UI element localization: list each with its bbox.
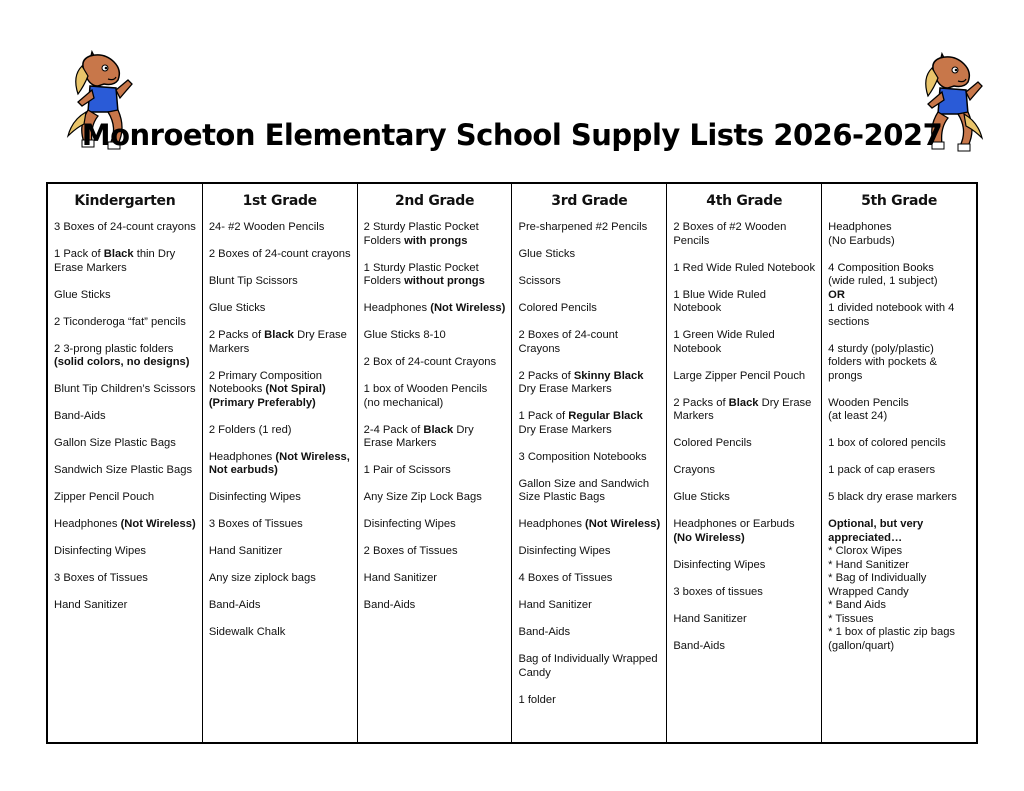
supply-item-text: Gallon Size and Sandwich Size Plastic Bags <box>518 477 650 503</box>
supply-item-text: Dry Erase Markers <box>518 383 612 395</box>
supply-item <box>54 572 196 586</box>
supply-item-text: 1 Pack of <box>54 248 104 260</box>
supply-item-text: (wide ruled, 1 subject) <box>828 275 938 287</box>
supply-item-text: Black <box>728 396 759 409</box>
supply-item-text: 1 box of colored pencils <box>828 437 946 449</box>
supply-item-text: Zipper Pencil Pouch <box>54 491 155 503</box>
supply-item-text: 2-4 Pack of <box>363 423 424 436</box>
supply-item <box>673 613 815 627</box>
supply-item-text: 2 Packs of <box>673 396 729 409</box>
supply-item <box>209 302 351 316</box>
supply-item-text: Glue Sticks <box>208 302 266 314</box>
supply-item <box>209 599 351 613</box>
supply-item-text: 2 Packs of <box>208 329 265 341</box>
supply-item <box>518 410 660 437</box>
supply-item-text: Hand Sanitizer <box>208 545 283 557</box>
supply-item-text: Sidewalk Chalk <box>208 626 286 638</box>
supply-item <box>518 545 660 559</box>
supply-item-text: 4 Composition Books <box>828 261 934 274</box>
supply-item-text: (No Wireless) <box>673 531 745 544</box>
supply-item-text: Dry Erase Markers <box>673 396 812 422</box>
supply-item <box>673 491 815 505</box>
supply-item-text: Disinfecting Wipes <box>673 558 766 571</box>
supply-item-text: (Not Wireless) <box>120 518 196 530</box>
supply-item-text: Gallon Size Plastic Bags <box>54 437 176 449</box>
supply-item-text: Headphones <box>828 221 892 233</box>
supply-item-text: without prongs <box>404 275 485 287</box>
supply-item-text: Headphones <box>54 518 121 530</box>
supply-item <box>209 275 351 289</box>
supply-item-text: 3 Boxes of 24-count crayons <box>54 221 196 233</box>
supply-item-text: Any size ziplock bags <box>208 572 316 584</box>
supply-item <box>54 518 196 532</box>
supply-item-text: Crayons <box>673 464 715 476</box>
supply-item <box>54 464 196 478</box>
supply-item-text: Glue Sticks <box>518 248 576 260</box>
supply-item-text: 3 Boxes of Tissues <box>54 572 148 584</box>
supply-item <box>518 370 660 397</box>
supply-item-text: Dry Erase Markers <box>363 423 474 449</box>
supply-item-text: Disinfecting Wipes <box>363 518 456 530</box>
grade-column <box>48 184 203 742</box>
supply-item <box>518 694 660 708</box>
supply-item <box>828 221 970 248</box>
supply-item-text: Blunt Tip Children’s Scissors <box>54 383 196 395</box>
supply-item-text: 2 3-prong plastic folders <box>54 342 174 355</box>
supply-item <box>364 545 506 559</box>
supply-item-text: 2 Boxes of 24-count crayons <box>208 248 351 260</box>
supply-item-text: Band-Aids <box>518 626 571 638</box>
supply-list-table <box>46 182 978 744</box>
supply-item <box>364 302 506 316</box>
supply-item <box>209 329 351 356</box>
supply-item <box>673 262 815 276</box>
supply-item-text: Glue Sticks <box>54 288 111 301</box>
grade-column <box>822 184 976 742</box>
supply-item-text: Bag of Individually Wrapped Candy <box>518 653 658 679</box>
supply-item-text: Disinfecting Wipes <box>208 491 301 503</box>
page-title: Monroeton Elementary School Supply Lists 2026-2027 <box>81 118 943 152</box>
supply-item-text: 1 Pack of <box>518 410 569 422</box>
supply-item-text: 5 black dry erase markers <box>828 491 957 503</box>
supply-item <box>364 424 506 451</box>
supply-item <box>673 464 815 478</box>
supply-item <box>209 491 351 505</box>
supply-item-text: 2 Packs of <box>518 369 574 382</box>
supply-item <box>673 329 815 356</box>
supply-item <box>518 221 660 235</box>
grade-heading: 4th Grade <box>706 193 783 209</box>
supply-item-text: 2 Sturdy Plastic Pocket Folders <box>363 221 479 247</box>
supply-item-text: Blunt Tip Scissors <box>208 275 298 287</box>
supply-item-text: Sandwich Size Plastic Bags <box>54 464 193 476</box>
supply-item-text: Headphones <box>208 450 276 463</box>
supply-item-text: Band-Aids <box>54 410 106 422</box>
supply-item <box>518 451 660 465</box>
supply-item-text: Wooden Pencils <box>828 396 909 409</box>
supply-item-text: (at least 24) <box>828 410 888 422</box>
supply-item <box>364 518 506 532</box>
supply-item <box>673 586 815 600</box>
supply-item-text: Headphones or Earbuds <box>673 518 795 530</box>
supply-item <box>518 518 660 532</box>
supply-item-text: Pre-sharpened #2 Pencils <box>518 221 648 233</box>
supply-item <box>54 410 196 424</box>
supply-item-text: (Not Wireless) <box>585 518 661 530</box>
supply-item-text: 3 Boxes of Tissues <box>208 518 303 530</box>
supply-item-text: 1 divided notebook with 4 sections <box>828 302 955 328</box>
supply-item <box>54 383 196 397</box>
grade-heading: 1st Grade <box>242 193 317 209</box>
supply-item-text: 1 Blue Wide Ruled Notebook <box>673 288 766 314</box>
grade-column <box>203 184 358 742</box>
supply-item <box>54 248 196 275</box>
supply-item <box>54 221 196 235</box>
supply-item-text: 1 pack of cap erasers <box>828 464 936 476</box>
supply-item <box>209 248 351 262</box>
supply-item <box>518 572 660 586</box>
supply-item <box>828 397 970 424</box>
supply-item-text: Dry Erase Markers <box>518 423 612 436</box>
supply-item-text: * Tissues <box>828 612 874 625</box>
supply-item-text: Hand Sanitizer <box>518 599 592 611</box>
supply-item <box>209 370 351 411</box>
grade-column <box>667 184 822 742</box>
supply-item-text: Black <box>264 329 295 341</box>
supply-item <box>828 464 970 478</box>
supply-item-text: 2 Folders (1 red) <box>208 423 292 436</box>
supply-item-text: 1 Green Wide Ruled Notebook <box>673 329 775 355</box>
supply-item <box>54 437 196 451</box>
supply-item-text: Band-Aids <box>208 599 261 611</box>
supply-item-text: OR <box>828 288 845 301</box>
supply-item <box>364 221 506 248</box>
supply-item-text: Hand Sanitizer <box>54 599 128 611</box>
supply-item-text: Headphones <box>518 518 586 530</box>
supply-item <box>209 518 351 532</box>
supply-item <box>54 343 196 370</box>
supply-item-text: Dry Erase Markers <box>208 329 347 355</box>
supply-item-text: 1 Pair of Scissors <box>363 464 451 476</box>
supply-item <box>828 518 970 653</box>
supply-item-text: 4 Boxes of Tissues <box>518 572 613 584</box>
supply-item-text: (No Earbuds) <box>828 234 895 247</box>
supply-item-text: Hand Sanitizer <box>673 612 747 625</box>
supply-item <box>54 289 196 303</box>
supply-item-text: Glue Sticks <box>673 491 730 503</box>
supply-item <box>54 545 196 559</box>
supply-item-text: 3 Composition Notebooks <box>518 450 647 463</box>
supply-item <box>518 248 660 262</box>
supply-item-text: Optional, but very appreciated… <box>828 518 924 544</box>
supply-item-text: Disinfecting Wipes <box>518 545 611 557</box>
supply-item-text: 24- #2 Wooden Pencils <box>208 221 325 233</box>
supply-item-text: Any Size Zip Lock Bags <box>363 491 482 503</box>
supply-item-text: 4 sturdy (poly/plastic) folders with pockets & prongs <box>828 342 937 382</box>
supply-item <box>364 599 506 613</box>
supply-item <box>828 343 970 384</box>
supply-item <box>673 559 815 573</box>
supply-item <box>364 329 506 343</box>
supply-item <box>673 397 815 424</box>
supply-item <box>364 383 506 410</box>
supply-item-text: * 1 box of plastic zip bags (gallon/quart) <box>828 626 956 652</box>
supply-item <box>54 599 196 613</box>
supply-item <box>673 221 815 248</box>
supply-item <box>209 424 351 438</box>
supply-item <box>364 262 506 289</box>
supply-item-text: Band-Aids <box>673 639 725 652</box>
supply-item-text: Band-Aids <box>363 599 416 611</box>
supply-item <box>518 302 660 316</box>
supply-item <box>673 640 815 654</box>
grade-heading: 2nd Grade <box>394 193 475 209</box>
supply-item-text: Black <box>423 423 454 436</box>
supply-item <box>209 451 351 478</box>
supply-item-text: 1 box of Wooden Pencils (no mechanical) <box>363 383 488 409</box>
supply-item-text: Hand Sanitizer <box>363 572 438 584</box>
supply-item <box>209 626 351 640</box>
supply-item-text: 2 Boxes of 24-count Crayons <box>518 329 618 355</box>
grade-column <box>512 184 667 742</box>
supply-item <box>54 491 196 505</box>
supply-item <box>364 356 506 370</box>
supply-item-text: 2 Primary Composition Notebooks <box>208 369 322 395</box>
supply-item <box>518 329 660 356</box>
supply-item <box>673 518 815 545</box>
supply-item <box>209 572 351 586</box>
supply-item <box>518 599 660 613</box>
supply-item-text: 2 Ticonderoga “fat” pencils <box>54 315 186 328</box>
supply-item-text: Colored Pencils <box>518 302 597 314</box>
grade-heading: 5th Grade <box>861 193 938 209</box>
supply-item-text: (Not Wireless, Not earbuds) <box>208 450 350 476</box>
supply-item <box>518 626 660 640</box>
supply-item-text: thin Dry Erase Markers <box>54 248 176 274</box>
supply-item-text: Black <box>103 248 134 260</box>
supply-item <box>518 478 660 505</box>
supply-item <box>673 437 815 451</box>
supply-item <box>828 262 970 330</box>
supply-item <box>209 545 351 559</box>
supply-item-text: 2 Boxes of Tissues <box>363 545 458 557</box>
supply-item <box>673 289 815 316</box>
supply-item-text: * Hand Sanitizer <box>828 558 909 571</box>
supply-item-text: Regular Black <box>568 410 643 422</box>
supply-item <box>54 316 196 330</box>
supply-item-text: Disinfecting Wipes <box>54 545 147 557</box>
grade-heading: 3rd Grade <box>551 193 628 209</box>
supply-item <box>828 437 970 451</box>
supply-item <box>518 653 660 680</box>
grade-column <box>358 184 513 742</box>
supply-item-text: 1 Sturdy Plastic Pocket Folders <box>363 261 479 287</box>
supply-item-text: (Not Spiral) (Primary Preferably) <box>208 383 326 409</box>
supply-item <box>364 491 506 505</box>
supply-item-text: Glue Sticks 8-10 <box>363 329 446 341</box>
supply-item-text: Skinny Black <box>573 369 644 382</box>
supply-item <box>673 370 815 384</box>
supply-item-text: 1 Red Wide Ruled Notebook <box>673 261 816 274</box>
supply-item-text: Headphones <box>363 302 431 314</box>
supply-item-text: Scissors <box>518 275 561 287</box>
supply-item-text: 3 boxes of tissues <box>673 585 763 598</box>
supply-item-text: (Not Wireless) <box>430 302 506 314</box>
supply-item <box>364 572 506 586</box>
supply-item-text: Colored Pencils <box>673 437 752 449</box>
supply-item-text: * Clorox Wipes <box>828 545 903 557</box>
grade-heading: Kindergarten <box>74 193 176 209</box>
supply-item-text: with prongs <box>404 234 468 247</box>
supply-item <box>518 275 660 289</box>
supply-item-text: Large Zipper Pencil Pouch <box>673 369 806 382</box>
supply-item <box>828 491 970 505</box>
supply-item <box>209 221 351 235</box>
supply-item-text: (solid colors, no designs) <box>54 356 190 368</box>
supply-item-text: * Band Aids <box>828 599 886 611</box>
supply-item-text: 2 Boxes of #2 Wooden Pencils <box>673 221 787 247</box>
supply-item <box>364 464 506 478</box>
supply-item-text: * Bag of Individually Wrapped Candy <box>828 572 927 598</box>
supply-item-text: 2 Box of 24-count Crayons <box>363 356 497 368</box>
supply-item-text: 1 folder <box>518 693 556 706</box>
